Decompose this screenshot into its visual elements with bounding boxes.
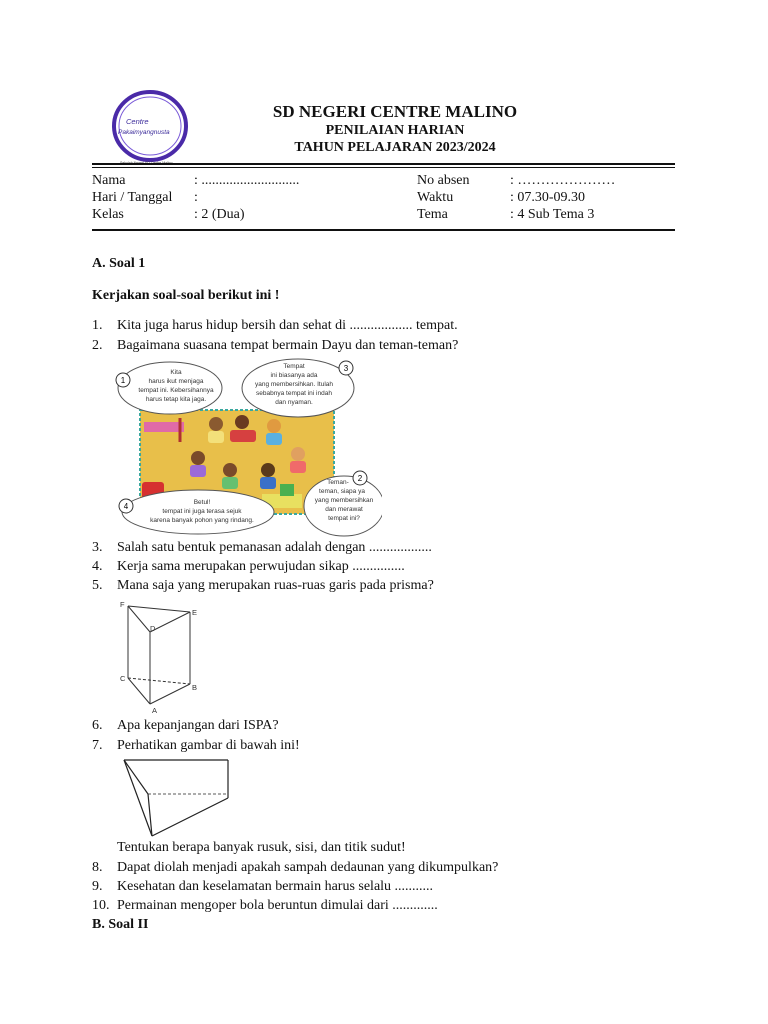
svg-text:tempat ini juga terasa sejuk: tempat ini juga terasa sejuk <box>162 508 242 515</box>
question-text: Kesehatan dan keselamatan bermain harus selalu ........... <box>117 879 434 894</box>
question-text: Permainan mengoper bola beruntun dimulai dari ............. <box>117 898 438 913</box>
question-number: 3. <box>92 540 103 555</box>
question-number: 7. <box>92 738 103 753</box>
question-text: Bagaimana suasana tempat bermain Dayu dan teman-teman? <box>117 338 459 353</box>
svg-text:Teman-: Teman- <box>327 479 349 486</box>
svg-text:ini biasanya ada: ini biasanya ada <box>270 372 318 379</box>
question-text: Tentukan berapa banyak rusuk, sisi, dan titik sudut! <box>117 840 406 855</box>
header-rule-thin <box>92 167 675 168</box>
school-name: SD NEGERI CENTRE MALINO <box>272 102 518 121</box>
playground-illustration <box>112 358 382 538</box>
kelas-value: : 2 (Dua) <box>194 207 245 222</box>
nama-field[interactable]: : ............................ <box>194 173 300 188</box>
svg-text:tempat ini?: tempat ini? <box>328 515 360 522</box>
svg-text:yang membersihkan. Itulah: yang membersihkan. Itulah <box>254 381 334 388</box>
svg-text:1: 1 <box>120 376 126 385</box>
hari-tanggal-field[interactable]: : <box>194 190 198 205</box>
question-text: Salah satu bentuk pemanasan adalah dengan .................. <box>117 540 432 555</box>
question-number: 9. <box>92 879 103 894</box>
kelas-label: Kelas <box>92 207 124 222</box>
question-number: 2. <box>92 338 103 353</box>
section-a-title: A. Soal 1 <box>92 256 146 271</box>
school-year: TAHUN PELAJARAN 2023/2024 <box>294 140 496 155</box>
svg-text:yang membersihkan: yang membersihkan <box>314 497 374 504</box>
waktu-label: Waktu <box>417 190 454 205</box>
svg-text:harus ikut menjaga: harus ikut menjaga <box>148 378 204 385</box>
section-b-title: B. Soal II <box>92 917 149 932</box>
question-number: 1. <box>92 318 103 333</box>
svg-text:Tempat: Tempat <box>283 363 305 370</box>
svg-text:3: 3 <box>343 364 349 373</box>
question-text: Mana saja yang merupakan ruas-ruas garis pada prisma? <box>117 578 434 593</box>
prism-diagram <box>116 598 216 714</box>
svg-text:Pakaimyangnusta: Pakaimyangnusta <box>118 129 170 136</box>
question-text: Apa kepanjangan dari ISPA? <box>117 718 279 733</box>
svg-text:D: D <box>150 624 156 633</box>
section-a-instruction: Kerjakan soal-soal berikut ini ! <box>92 288 280 303</box>
svg-text:harus tetap kita jaga.: harus tetap kita jaga. <box>145 396 207 403</box>
triangular-prism-figure <box>118 756 236 840</box>
no-absen-label: No absen <box>417 173 470 188</box>
svg-text:karena banyak pohon yang rinda: karena banyak pohon yang rindang. <box>150 517 254 524</box>
waktu-value: : 07.30-09.30 <box>510 190 586 205</box>
tema-value: : 4 Sub Tema 3 <box>510 207 595 222</box>
no-absen-field[interactable]: : ………………… <box>510 173 616 188</box>
nama-label: Nama <box>92 173 126 188</box>
tema-label: Tema <box>417 207 448 222</box>
school-logo <box>104 88 196 166</box>
svg-text:dan merawat: dan merawat <box>325 506 363 513</box>
svg-text:B: B <box>192 683 198 692</box>
svg-text:Kita: Kita <box>170 369 182 376</box>
svg-text:A: A <box>152 706 158 714</box>
question-number: 5. <box>92 578 103 593</box>
question-number: 10. <box>92 898 110 913</box>
hari-tanggal-label: Hari / Tanggal <box>92 190 173 205</box>
svg-text:Centre: Centre <box>126 117 149 126</box>
svg-text:E: E <box>192 608 198 617</box>
svg-text:sebabnya tempat ini indah: sebabnya tempat ini indah <box>256 390 332 397</box>
question-number: 6. <box>92 718 103 733</box>
exam-title: PENILAIAN HARIAN <box>325 123 465 138</box>
svg-text:dan nyaman.: dan nyaman. <box>275 399 313 406</box>
question-number: 4. <box>92 559 103 574</box>
svg-text:4: 4 <box>123 502 129 511</box>
svg-text:C: C <box>120 674 126 683</box>
question-text: Perhatikan gambar di bawah ini! <box>117 738 300 753</box>
question-text: Kita juga harus hidup bersih dan sehat di .................. tempat. <box>117 318 458 333</box>
info-rule-bottom <box>92 229 675 231</box>
question-number: 8. <box>92 860 103 875</box>
svg-text:2: 2 <box>357 474 363 483</box>
question-text: Kerja sama merupakan perwujudan sikap ............... <box>117 559 405 574</box>
svg-text:Betul!: Betul! <box>193 499 211 506</box>
header-rule-top <box>92 163 675 165</box>
question-text: Dapat diolah menjadi apakah sampah dedaunan yang dikumpulkan? <box>117 860 499 875</box>
svg-text:teman, siapa ya: teman, siapa ya <box>319 488 365 495</box>
svg-text:F: F <box>120 600 125 609</box>
svg-text:tempat ini. Kebersihannya: tempat ini. Kebersihannya <box>138 387 214 394</box>
